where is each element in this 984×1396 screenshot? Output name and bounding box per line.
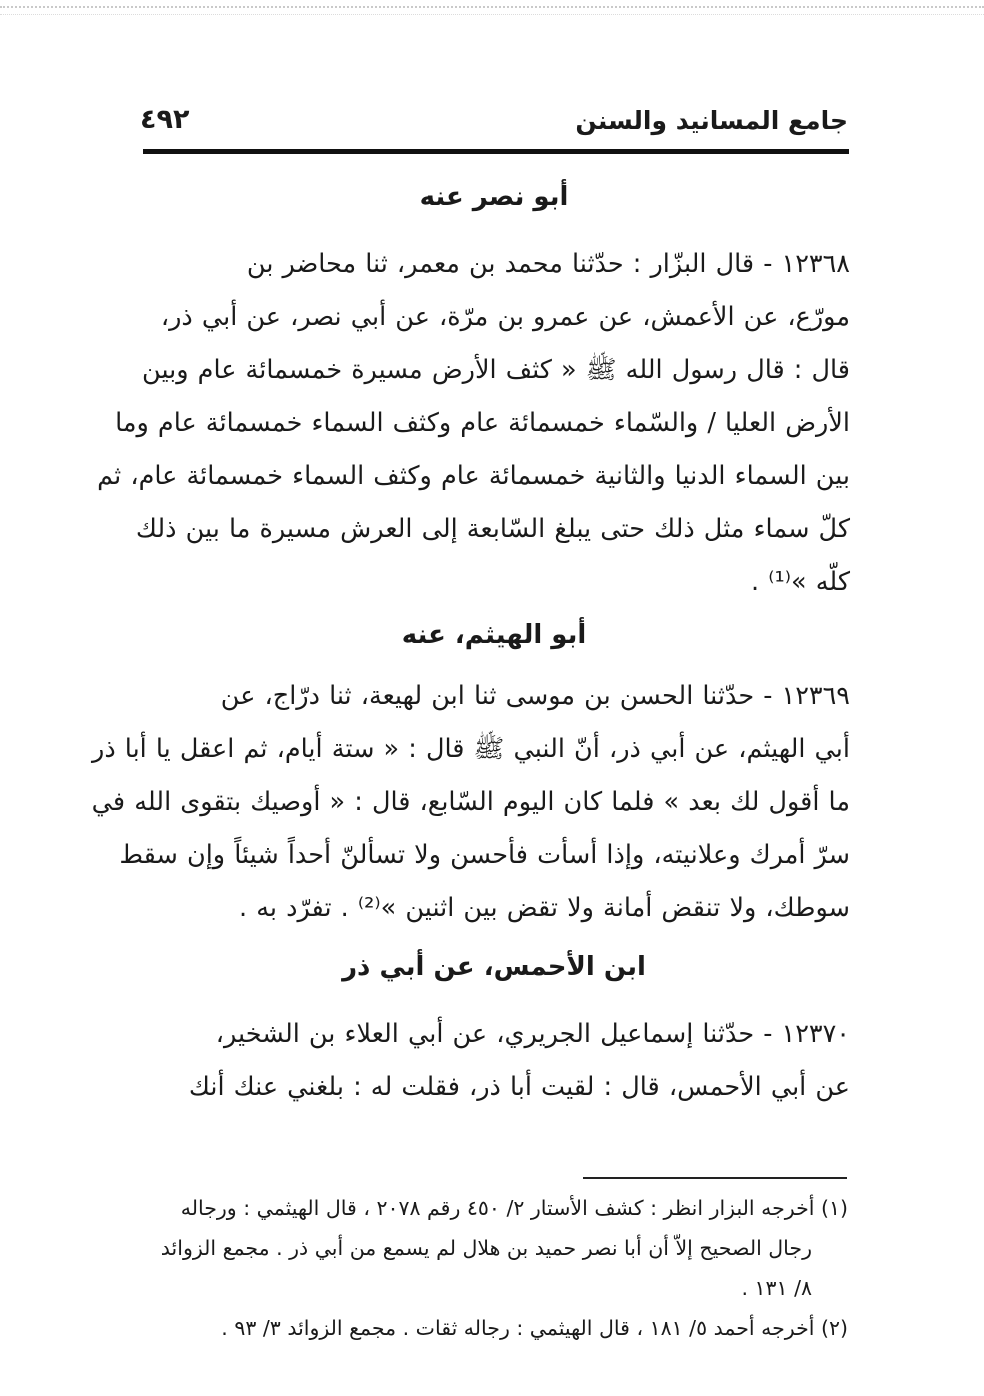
text-line: سرّ أمرك وعلانيته، وإذا أسأت فأحسن ولا تسألنّ أحداً شيئاً وإن سقط	[119, 840, 850, 870]
footnote-line: ٨/ ١٣١ .	[741, 1276, 812, 1300]
text-line: كلّ سماء مثل ذلك حتى يبلغ السّابعة إلى العرش مسيرة ما بين ذلك	[135, 514, 850, 544]
hadith-paragraph	[91, 670, 850, 935]
text-line: ١٢٣٦٨ - قال البزّار : حدّثنا محمد بن معمر، ثنا محاضر بن	[246, 249, 850, 279]
text-line: بين السماء الدنيا والثانية خمسمائة عام وكثف السماء خمسمائة عام، ثم	[97, 461, 850, 491]
footnote-line: (١) أخرجه البزار انظر : كشف الأستار ٢/ ٤٥٠ رقم ٢٠٧٨ ، قال الهيثمي : ورجاله	[180, 1196, 848, 1220]
footnote-separator	[583, 1177, 847, 1179]
text-line: ١٢٣٦٩ - حدّثنا الحسن بن موسى ثنا ابن لهيعة، ثنا درّاج، عن	[220, 681, 850, 711]
footnote-line: رجال الصحيح إلاّ أن أبا نصر حميد بن هلال لم يسمع من أبي ذر . مجمع الزوائد	[160, 1236, 812, 1260]
hadith-paragraph	[130, 1008, 850, 1114]
footnotes	[118, 1188, 848, 1348]
running-title: جامع المسانيد والسنن	[575, 106, 848, 135]
scan-edge-dots	[0, 6, 984, 8]
text-line: الأرض العليا / والسّماء خمسمائة عام وكثف السماء خمسمائة عام وما	[115, 408, 850, 438]
text-line: ١٢٣٧٠ - حدّثنا إسماعيل الجريري، عن أبي العلاء بن الشخير،	[215, 1019, 850, 1049]
scan-edge-dots-secondary	[0, 14, 984, 15]
text-line: قال : قال رسول الله ﷺ « كثف الأرض مسيرة خمسمائة عام وبين	[142, 355, 850, 385]
text-line: ما أقول لك بعد » فلما كان اليوم السّابع، قال : « أوصيك بتقوى الله في	[91, 787, 850, 817]
footnote-line: (٢) أخرجه أحمد ٥/ ١٨١ ، قال الهيثمي : رجاله ثقات . مجمع الزوائد ٣/ ٩٣ .	[221, 1316, 848, 1340]
page-header	[140, 100, 848, 150]
text-line: كلّه »⁽¹⁾ .	[751, 567, 850, 597]
text-line: أبي الهيثم، عن أبي ذر، أنّ النبي ﷺ قال : « ستة أيام، ثم اعقل يا أبا ذر	[92, 734, 850, 764]
header-rule	[143, 149, 849, 154]
section-heading: أبو الهيثم، عنه	[401, 620, 587, 650]
text-line: مورّع، عن الأعمش، عن عمرو بن مرّة، عن أبي نصر، عن أبي ذر،	[160, 302, 850, 332]
section-heading: ابن الأحمس، عن أبي ذر	[342, 952, 646, 982]
hadith-paragraph	[97, 238, 850, 609]
text-line: عن أبي الأحمس، قال : لقيت أبا ذر، فقلت له : بلغني عنك أنك	[188, 1072, 850, 1102]
section-heading: أبو نصر عنه	[419, 182, 569, 212]
text-line: سوطك، ولا تنقض أمانة ولا تقض بين اثنين »⁽²⁾ . تفرّد به .	[239, 893, 850, 923]
page-number: ٤٩٢	[140, 104, 190, 135]
